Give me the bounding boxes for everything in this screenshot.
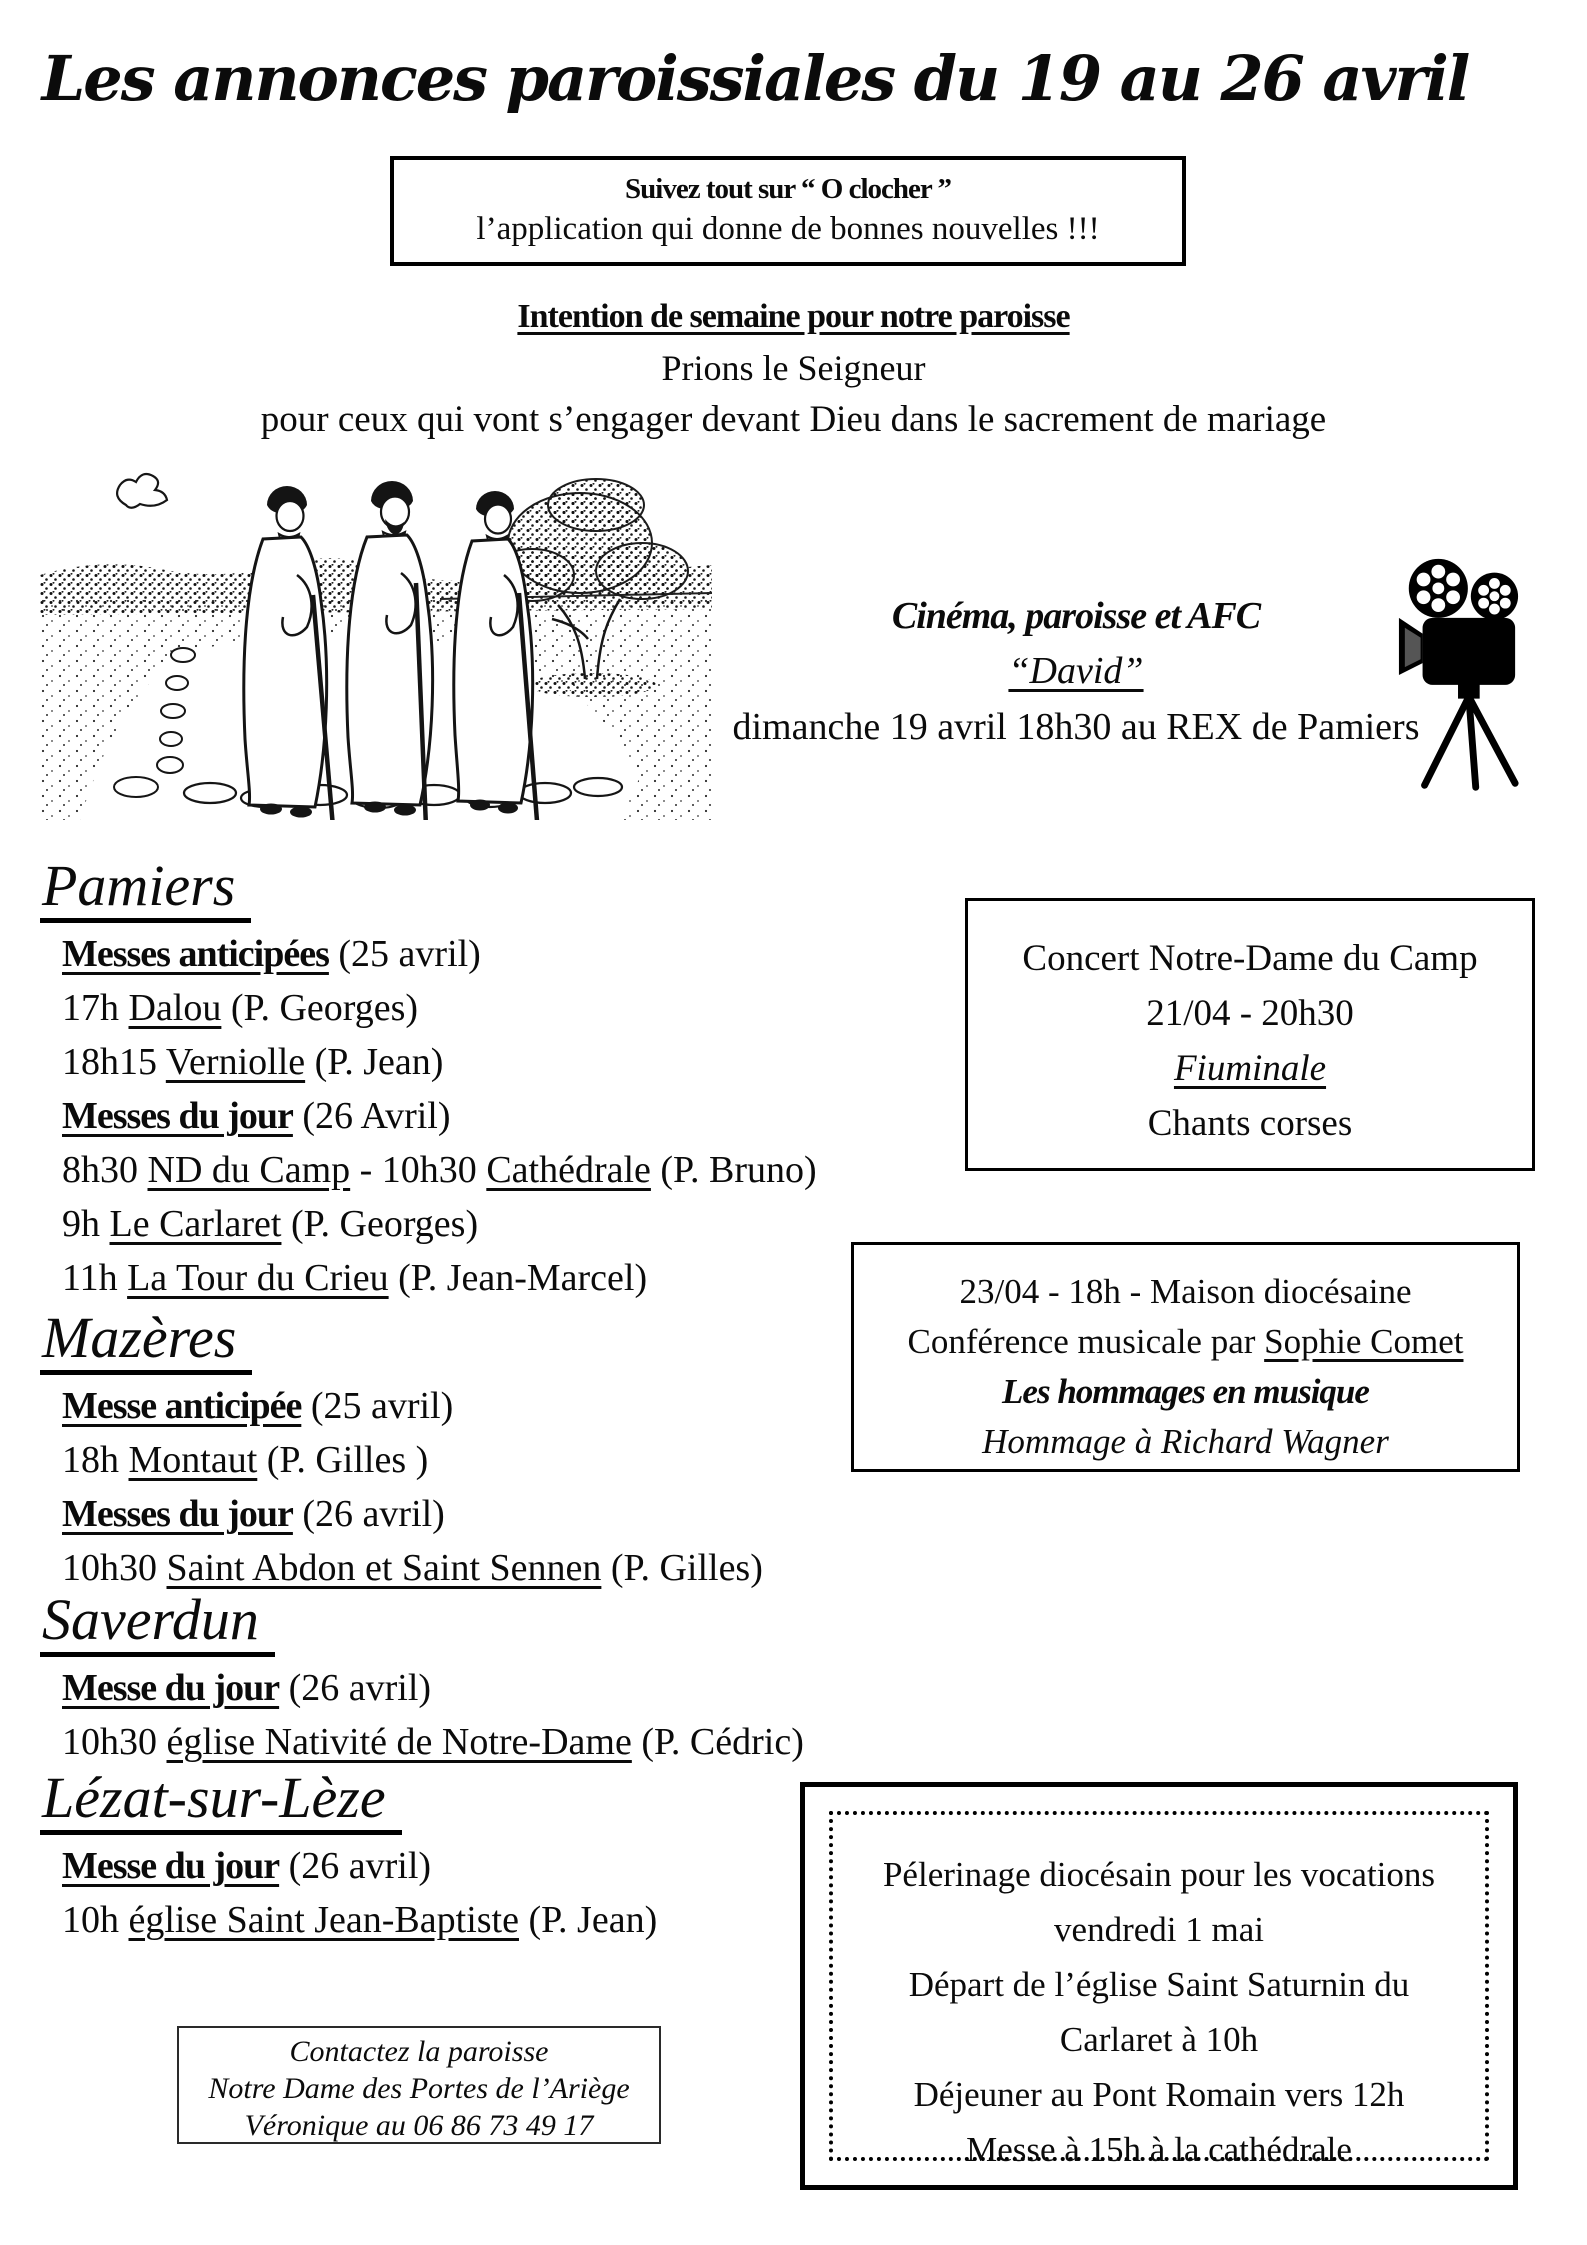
conference-datetime: 23/04 - 18h - Maison diocésaine [959,1272,1412,1311]
section-title: Pamiers [40,856,251,923]
section-lezat [40,1765,658,1947]
movie-camera-icon [1395,556,1523,794]
intention-line1: Prions le Seigneur [661,348,926,388]
section-title: Mazères [40,1308,252,1375]
app-promo-heading: Suivez tout sur “ O clocher ” [625,173,951,205]
concert-title: Concert Notre-Dame du Camp [1022,938,1478,979]
conference-series: Les hommages en musique [1002,1372,1369,1411]
schedule-line: Messe anticipée (25 avril) [62,1384,454,1427]
pilgrimage-inner-box [829,1811,1489,2169]
schedule-line: 9h Le Carlaret (P. Georges) [62,1202,479,1245]
schedule-line: 18h15 Verniolle (P. Jean) [62,1040,444,1083]
schedule-line: 10h30 Saint Abdon et Saint Sennen (P. Gilles) [62,1546,763,1589]
intention-line2: pour ceux qui vont s’engager devant Dieu dans le sacrement de mariage [260,399,1327,440]
schedule-line: Messes anticipées (25 avril) [62,932,481,975]
section-title: Lézat-sur-Lèze [40,1768,402,1835]
concert-genre: Chants corses [1147,1103,1353,1144]
section-mazeres [40,1305,763,1595]
concert-group: Fiuminale [1173,1048,1327,1089]
schedule-line: 18h Montaut (P. Gilles ) [62,1438,429,1481]
app-promo-box [390,156,1186,266]
schedule-line: 10h église Saint Jean-Baptiste (P. Jean) [62,1898,658,1941]
intention-block [0,298,1587,441]
pilgrimage-line: Déjeuner au Pont Romain vers 12h [913,2075,1405,2114]
pilgrimage-box [800,1782,1518,2190]
three-monks-illustration [40,447,712,820]
pilgrimage-line: Carlaret à 10h [1059,2020,1259,2059]
cinema-title: Cinéma, paroisse et AFC [891,595,1261,637]
page-title: Les annonces paroissiales du 19 au 26 avril [41,42,1469,115]
contact-heading: Contactez la paroisse [289,2035,549,2068]
concert-datetime: 21/04 - 20h30 [1146,993,1354,1034]
pilgrimage-line: Pélerinage diocésain pour les vocations [882,1855,1436,1894]
pilgrimage-line: Départ de l’église Saint Saturnin du [908,1965,1410,2004]
schedule-line: 8h30 ND du Camp - 10h30 Cathédrale (P. Bruno) [62,1148,817,1191]
schedule-line: 10h30 église Nativité de Notre-Dame (P. Cédric) [62,1720,804,1763]
schedule-line: Messes du jour (26 Avril) [62,1094,451,1137]
schedule-line: Messes du jour (26 avril) [62,1492,445,1535]
conference-box [851,1242,1520,1472]
cinema-film-title: “David” [1008,650,1144,692]
schedule-line: 11h La Tour du Crieu (P. Jean-Marcel) [62,1256,648,1299]
schedule-line: Messe du jour (26 avril) [62,1666,432,1709]
section-title: Saverdun [40,1590,275,1657]
conference-subject: Hommage à Richard Wagner [982,1422,1389,1461]
section-pamiers [40,853,817,1305]
intention-heading: Intention de semaine pour notre paroisse [517,298,1070,335]
contact-box [177,2026,661,2144]
app-promo-subtext: l’application qui donne de bonnes nouvelles !!! [476,211,1100,247]
schedule-line: Messe du jour (26 avril) [62,1844,432,1887]
pilgrimage-line: Messe à 15h à la cathédrale [966,2130,1352,2169]
conference-speaker: Conférence musicale par Sophie Comet [907,1322,1464,1361]
cinema-when: dimanche 19 avril 18h30 au REX de Pamiers [732,706,1420,748]
contact-phone: Véronique au 06 86 73 49 17 [244,2109,594,2142]
pilgrimage-line: vendredi 1 mai [1054,1910,1264,1949]
section-saverdun [40,1587,804,1769]
contact-parish: Notre Dame des Portes de l’Ariège [208,2072,630,2105]
schedule-line: 17h Dalou (P. Georges) [62,986,419,1029]
cinema-block [726,594,1426,749]
concert-box [965,898,1535,1171]
